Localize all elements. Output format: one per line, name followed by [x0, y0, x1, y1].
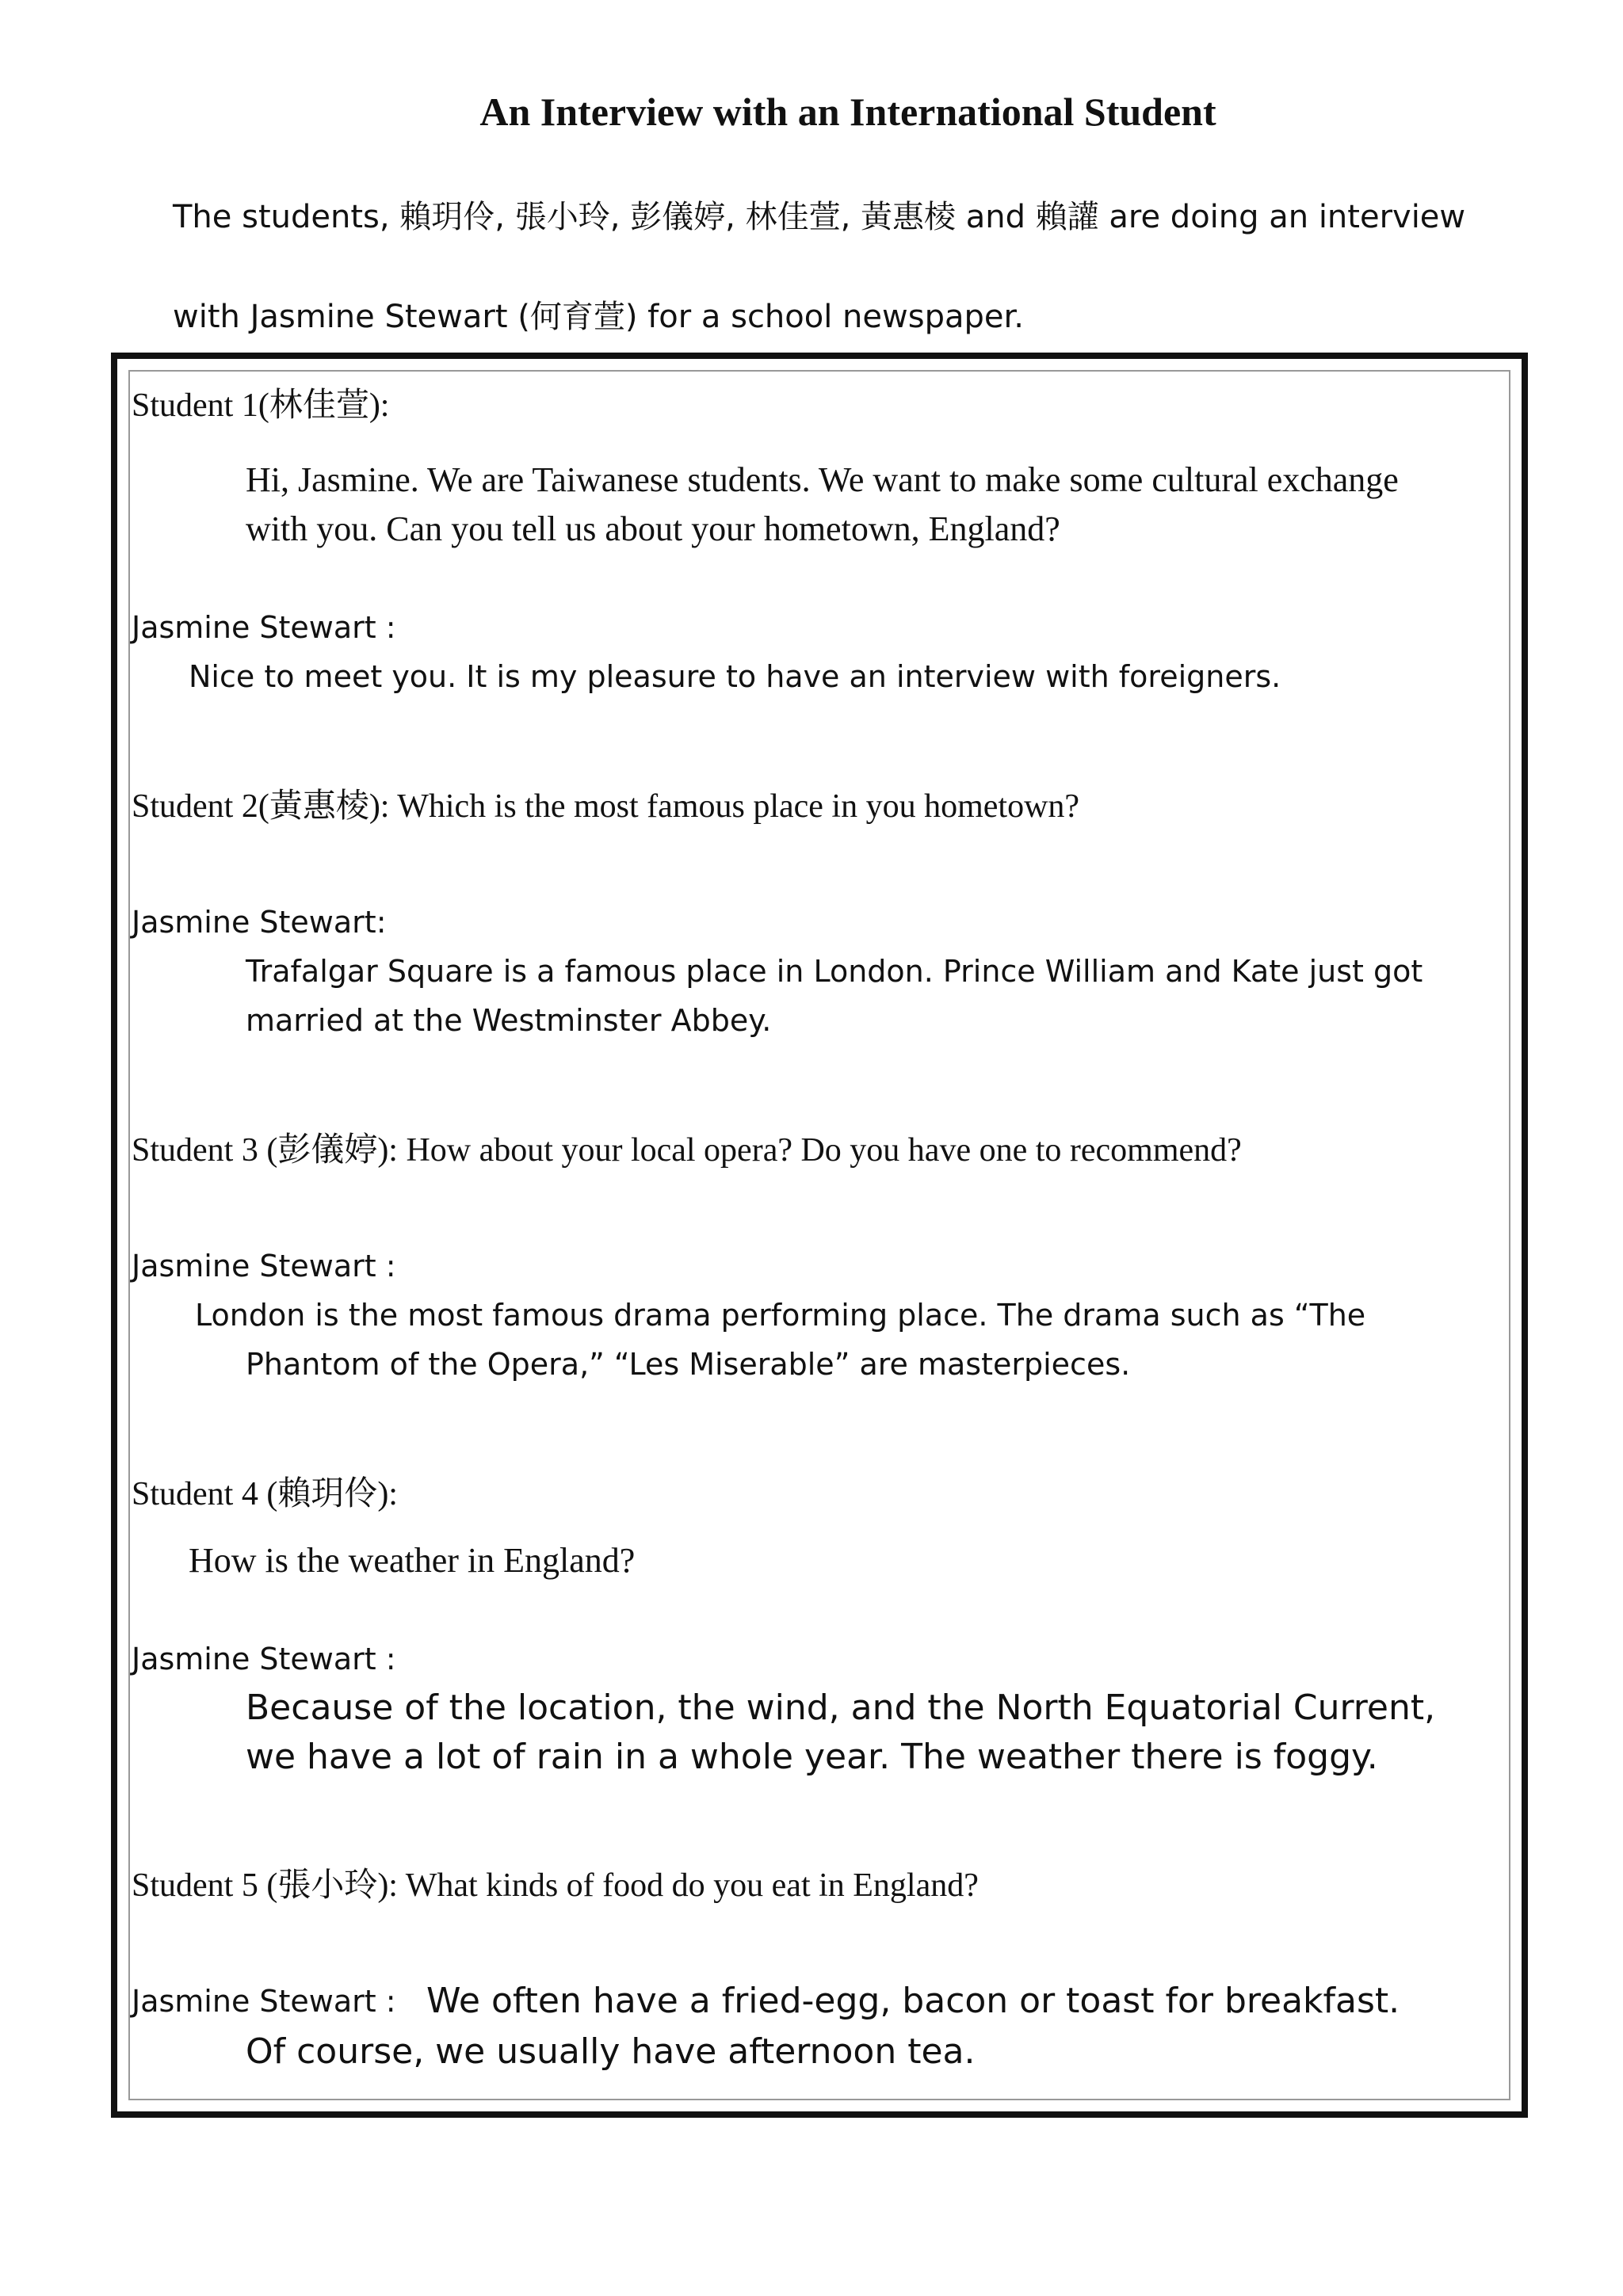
jasmine-5-line-2: Of course, we usually have afternoon tea.: [246, 2031, 976, 2072]
jasmine-4-line-2: we have a lot of rain in a whole year. The weather there is foggy.: [246, 1737, 1378, 1777]
jasmine-3-line-2: Phantom of the Opera,” “Les Miserable” are masterpieces.: [246, 1347, 1131, 1382]
jasmine-3-line-1: London is the most famous drama performing place. The drama such as “The: [195, 1298, 1366, 1333]
student-1-line-1: Hi, Jasmine. We are Taiwanese students. We want to make some cultural exchange: [246, 460, 1399, 499]
jasmine-4-label: Jasmine Stewart :: [132, 1642, 396, 1676]
page-title: An Interview with an International Student: [479, 90, 1216, 134]
jasmine-1-line-1: Nice to meet you. It is my pleasure to have an interview with foreigners.: [189, 659, 1281, 694]
student-4-label: Student 4 (賴玥伶):: [132, 1476, 398, 1512]
jasmine-5-label: Jasmine Stewart :: [132, 1984, 396, 2019]
jasmine-4-line-1: Because of the location, the wind, and the North Equatorial Current,: [246, 1688, 1436, 1728]
jasmine-3-label: Jasmine Stewart :: [132, 1249, 396, 1283]
jasmine-2-label: Jasmine Stewart:: [132, 905, 387, 940]
student-1-label: Student 1(林佳萱):: [132, 387, 390, 424]
student-2-line: Student 2(黃惠棱): Which is the most famous place in you hometown?: [132, 788, 1080, 825]
jasmine-1-label: Jasmine Stewart :: [132, 610, 396, 645]
student-4-line-1: How is the weather in England?: [189, 1541, 636, 1580]
student-5-line: Student 5 (張小玲): What kinds of food do you eat in England?: [132, 1867, 979, 1904]
jasmine-2-line-2: married at the Westminster Abbey.: [246, 1003, 772, 1038]
jasmine-2-line-1: Trafalgar Square is a famous place in London. Prince William and Kate just got: [246, 954, 1423, 989]
jasmine-5-line-1: We often have a fried-egg, bacon or toast for breakfast.: [426, 1981, 1400, 2021]
student-1-line-2: with you. Can you tell us about your hometown, England?: [246, 509, 1060, 548]
student-3-line: Student 3 (彭儀婷): How about your local opera? Do you have one to recommend?: [132, 1132, 1242, 1169]
intro-line-1: The students, 賴玥伶, 張小玲, 彭儀婷, 林佳萱, 黃惠棱 and 賴讙 are doing an interview: [173, 199, 1466, 235]
intro-line-2: with Jasmine Stewart (何育萱) for a school newspaper.: [173, 299, 1024, 335]
